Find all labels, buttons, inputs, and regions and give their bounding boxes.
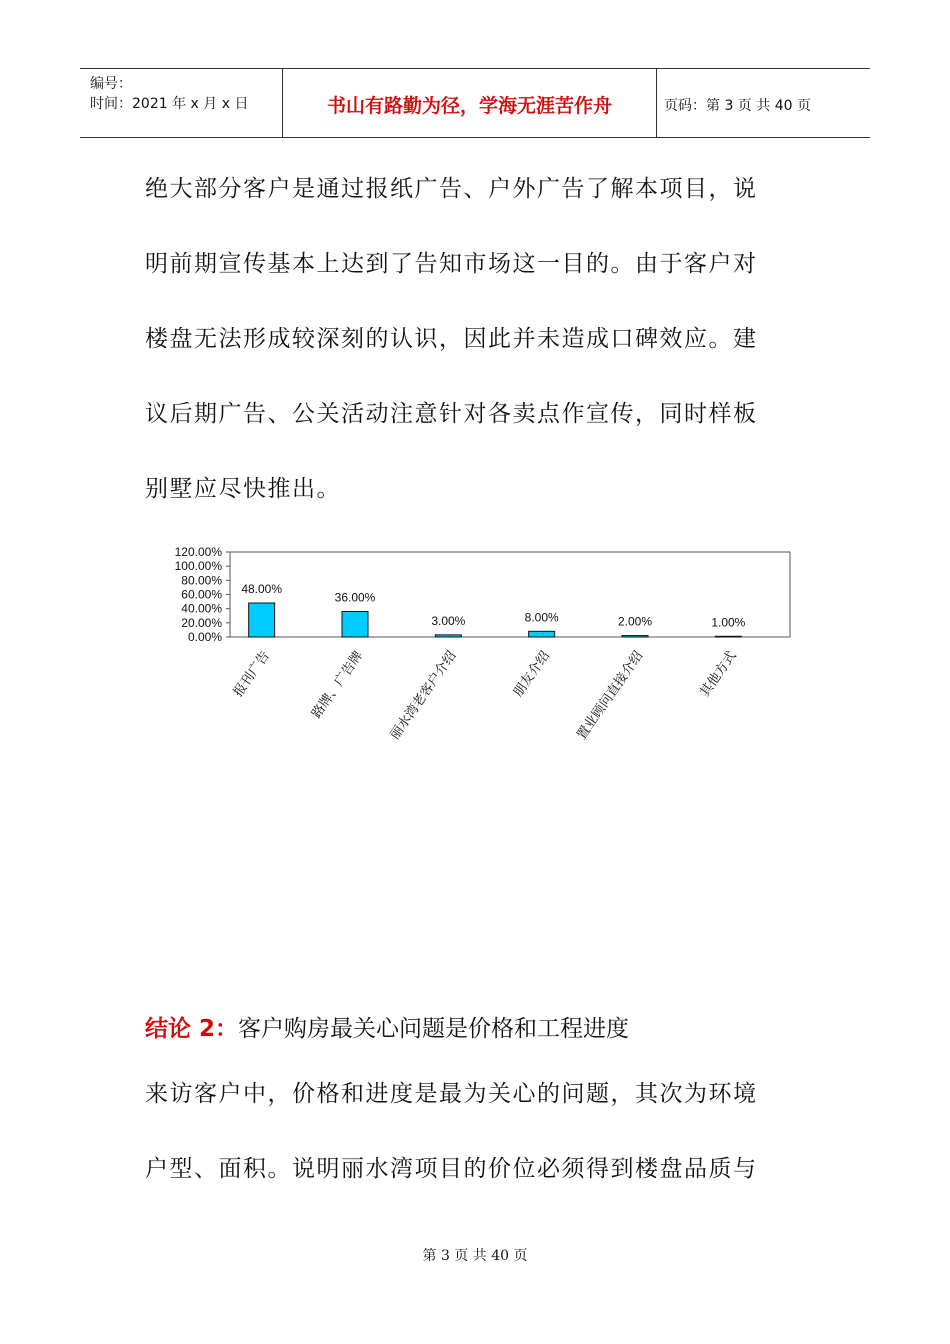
bar [249,603,275,637]
date-label: 时间：2021 年 x 月 x 日 [90,96,249,112]
chart-canvas [160,540,800,770]
bar-value-label: 8.00% [524,610,559,625]
category-label: 丽水湾老客户介绍 [387,648,460,743]
bar [715,636,741,637]
plot-frame [230,552,790,637]
bar [622,636,648,637]
conclusion-heading [145,1010,629,1043]
bar-value-label: 3.00% [431,613,466,628]
header-motto: 书山有路勤为径，学海无涯苦作舟 [326,95,612,117]
y-tick-label: 120.00% [174,545,222,559]
category-label: 报刊广告 [230,648,273,700]
y-tick-label: 60.00% [181,587,222,602]
header-meta-cell [80,69,282,137]
bar [529,631,555,637]
body2-line-1: 来访客户中，价格和进度是最为关心的问题，其次为环境 [145,1081,758,1107]
y-tick-label: 100.00% [174,559,222,574]
y-tick-label: 80.00% [181,573,222,588]
category-label: 置业顾问直接介绍 [574,648,647,743]
category-label: 朋友介绍 [510,648,553,700]
category-label: 其他方式 [697,648,740,700]
y-tick-label: 20.00% [181,615,222,630]
page-footer: 第 3 页 共 40 页 [422,1248,528,1264]
category-label: 路牌、广告牌 [309,648,367,722]
y-tick-label: 0.00% [187,630,222,644]
body-line-4: 议后期广告、公关活动注意针对各卖点作宣传，同时样板 [145,401,758,427]
bar-value-label: 36.00% [334,590,376,605]
serial-number-label: 编号： [90,76,132,92]
source-bar-chart [160,540,800,770]
body-line-2: 明前期宣传基本上达到了告知市场这一目的。由于客户对 [145,251,758,277]
body-line-5: 别墅应尽快推出。 [145,476,341,502]
header-page-cell [656,69,870,137]
bar-value-label: 1.00% [711,615,746,630]
bar-value-label: 2.00% [617,614,653,629]
bar-value-label: 48.00% [241,582,283,596]
body-line-3: 楼盘无法形成较深刻的认识，因此并未造成口碑效应。建 [145,326,758,352]
conclusion-label: 结论 2： [145,1016,239,1042]
bar [435,635,461,637]
conclusion-text: 客户购房最关心问题是价格和工程进度 [238,1016,630,1042]
header-page-info: 页码：第 3 页 共 40 页 [664,98,811,114]
body2-line-2: 户型、面积。说明丽水湾项目的价位必须得到楼盘品质与 [145,1156,758,1182]
header-motto-cell [282,69,657,137]
body-line-1: 绝大部分客户是通过报纸广告、户外广告了解本项目，说 [145,176,758,202]
y-tick-label: 40.00% [181,601,222,616]
page-header [80,68,870,138]
bar [342,612,368,638]
